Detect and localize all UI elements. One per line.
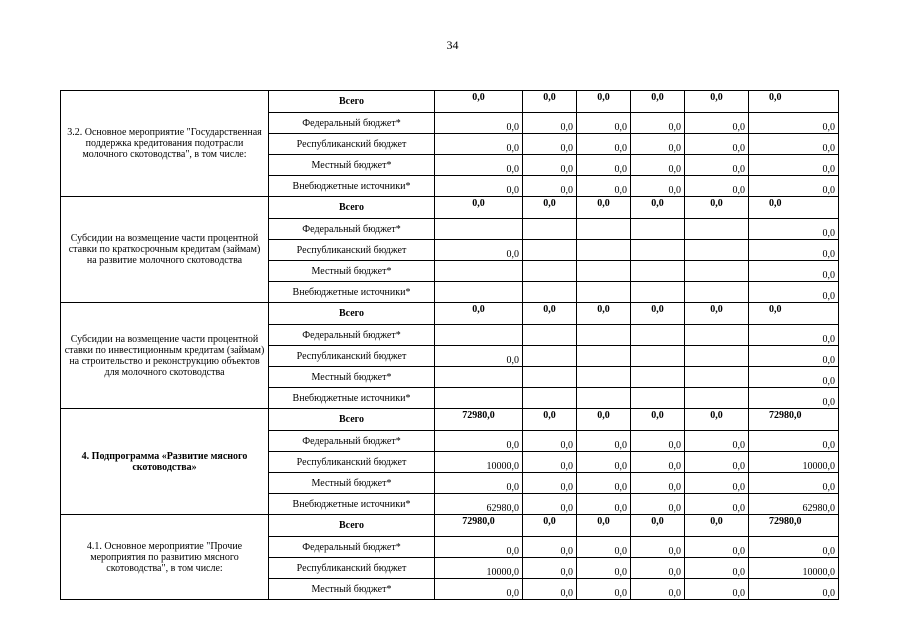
amount-cell [523, 282, 577, 303]
table-row-total [61, 91, 839, 113]
amount-cell [435, 219, 523, 240]
amount-cell: 0,0 [435, 197, 523, 219]
amount-cell [435, 388, 523, 409]
activity-title: 4. Подпрограмма «Развитие мясного скотоводства» [61, 409, 269, 515]
amount-cell [523, 388, 577, 409]
amount-cell: 72980,0 [435, 515, 523, 537]
amount-cell: 0,0 [631, 113, 685, 134]
amount-cell: 0,0 [749, 473, 839, 494]
funding-source: Внебюджетные источники* [269, 176, 435, 197]
amount-cell: 0,0 [685, 515, 749, 537]
amount-cell [631, 219, 685, 240]
amount-cell: 0,0 [749, 579, 839, 600]
amount-cell: 0,0 [577, 515, 631, 537]
amount-cell: 0,0 [749, 197, 839, 219]
amount-cell: 0,0 [435, 155, 523, 176]
funding-source: Республиканский бюджет [269, 452, 435, 473]
amount-cell [523, 219, 577, 240]
amount-cell: 0,0 [631, 431, 685, 452]
amount-cell [577, 282, 631, 303]
amount-cell [685, 325, 749, 346]
amount-cell: 0,0 [523, 134, 577, 155]
amount-cell: 0,0 [523, 176, 577, 197]
amount-cell: 0,0 [631, 176, 685, 197]
amount-cell: 0,0 [749, 282, 839, 303]
amount-cell [577, 367, 631, 388]
amount-cell: 0,0 [749, 219, 839, 240]
funding-source: Всего [269, 303, 435, 325]
activity-title: 3.2. Основное мероприятие "Государственная поддержка кредитования подотрасли молочного скотоводства", в том числе: [61, 91, 269, 197]
amount-cell [631, 261, 685, 282]
amount-cell: 0,0 [749, 431, 839, 452]
amount-cell: 0,0 [577, 409, 631, 431]
table-row-total [61, 303, 839, 325]
amount-cell [631, 282, 685, 303]
amount-cell [685, 367, 749, 388]
activity-title: Субсидии на возмещение части процентной ставки по инвестиционным кредитам (займам) на строительство и реконструкцию объектов для молочного скотоводства [61, 303, 269, 409]
amount-cell: 0,0 [685, 579, 749, 600]
amount-cell: 0,0 [577, 134, 631, 155]
amount-cell: 0,0 [631, 197, 685, 219]
amount-cell: 0,0 [631, 134, 685, 155]
funding-source: Республиканский бюджет [269, 558, 435, 579]
funding-source: Внебюджетные источники* [269, 494, 435, 515]
activity-title: Субсидии на возмещение части процентной ставки по краткосрочным кредитам (займам) на развитие молочного скотоводства [61, 197, 269, 303]
funding-source: Местный бюджет* [269, 473, 435, 494]
amount-cell [577, 388, 631, 409]
amount-cell: 0,0 [435, 303, 523, 325]
amount-cell: 0,0 [685, 197, 749, 219]
amount-cell: 0,0 [685, 176, 749, 197]
amount-cell: 0,0 [631, 494, 685, 515]
amount-cell: 0,0 [685, 473, 749, 494]
amount-cell: 0,0 [523, 515, 577, 537]
amount-cell: 0,0 [577, 579, 631, 600]
amount-cell: 0,0 [685, 494, 749, 515]
funding-source: Местный бюджет* [269, 579, 435, 600]
amount-cell: 72980,0 [749, 515, 839, 537]
amount-cell: 0,0 [523, 113, 577, 134]
funding-source: Всего [269, 197, 435, 219]
budget-table [60, 90, 839, 600]
amount-cell: 0,0 [435, 240, 523, 261]
funding-source: Федеральный бюджет* [269, 431, 435, 452]
amount-cell: 0,0 [749, 261, 839, 282]
amount-cell: 0,0 [749, 303, 839, 325]
table-row-total [61, 197, 839, 219]
amount-cell: 62980,0 [435, 494, 523, 515]
amount-cell [577, 325, 631, 346]
amount-cell: 0,0 [685, 409, 749, 431]
funding-source: Республиканский бюджет [269, 134, 435, 155]
amount-cell: 0,0 [435, 579, 523, 600]
amount-cell: 72980,0 [435, 409, 523, 431]
amount-cell: 0,0 [577, 197, 631, 219]
amount-cell: 0,0 [749, 325, 839, 346]
amount-cell: 0,0 [749, 113, 839, 134]
amount-cell: 0,0 [435, 537, 523, 558]
amount-cell [685, 219, 749, 240]
amount-cell: 0,0 [523, 473, 577, 494]
funding-source: Всего [269, 91, 435, 113]
funding-source: Внебюджетные источники* [269, 282, 435, 303]
amount-cell: 0,0 [685, 537, 749, 558]
amount-cell: 0,0 [577, 303, 631, 325]
funding-source: Местный бюджет* [269, 367, 435, 388]
funding-source: Республиканский бюджет [269, 346, 435, 367]
amount-cell [685, 388, 749, 409]
amount-cell [577, 240, 631, 261]
amount-cell [523, 346, 577, 367]
funding-source: Федеральный бюджет* [269, 325, 435, 346]
amount-cell: 0,0 [749, 176, 839, 197]
amount-cell [435, 367, 523, 388]
amount-cell: 0,0 [749, 240, 839, 261]
amount-cell: 0,0 [631, 558, 685, 579]
amount-cell: 0,0 [631, 303, 685, 325]
amount-cell: 0,0 [523, 494, 577, 515]
activity-title: 4.1. Основное мероприятие "Прочие мероприятия по развитию мясного скотоводства", в том числе: [61, 515, 269, 600]
funding-source: Федеральный бюджет* [269, 219, 435, 240]
amount-cell: 72980,0 [749, 409, 839, 431]
amount-cell: 0,0 [577, 155, 631, 176]
amount-cell [631, 325, 685, 346]
amount-cell [577, 219, 631, 240]
amount-cell: 0,0 [685, 303, 749, 325]
amount-cell: 0,0 [685, 155, 749, 176]
amount-cell: 0,0 [685, 431, 749, 452]
amount-cell: 0,0 [685, 91, 749, 113]
funding-source: Федеральный бюджет* [269, 113, 435, 134]
amount-cell: 0,0 [749, 91, 839, 113]
amount-cell: 0,0 [523, 409, 577, 431]
amount-cell [685, 240, 749, 261]
amount-cell: 0,0 [577, 452, 631, 473]
amount-cell [435, 325, 523, 346]
funding-source: Всего [269, 409, 435, 431]
amount-cell: 0,0 [685, 134, 749, 155]
amount-cell: 0,0 [631, 91, 685, 113]
amount-cell: 0,0 [749, 155, 839, 176]
amount-cell: 0,0 [685, 113, 749, 134]
amount-cell: 0,0 [523, 579, 577, 600]
amount-cell: 0,0 [435, 346, 523, 367]
amount-cell: 0,0 [435, 176, 523, 197]
amount-cell: 0,0 [577, 431, 631, 452]
amount-cell [685, 346, 749, 367]
amount-cell [435, 261, 523, 282]
amount-cell: 0,0 [435, 431, 523, 452]
amount-cell [523, 367, 577, 388]
amount-cell: 0,0 [435, 91, 523, 113]
amount-cell: 0,0 [523, 431, 577, 452]
amount-cell: 0,0 [685, 452, 749, 473]
amount-cell: 62980,0 [749, 494, 839, 515]
amount-cell: 0,0 [631, 155, 685, 176]
amount-cell: 10000,0 [435, 452, 523, 473]
amount-cell: 0,0 [749, 134, 839, 155]
table-row-total [61, 515, 839, 537]
amount-cell: 0,0 [523, 91, 577, 113]
amount-cell [577, 261, 631, 282]
amount-cell [685, 282, 749, 303]
amount-cell: 0,0 [631, 409, 685, 431]
amount-cell: 0,0 [631, 515, 685, 537]
amount-cell [685, 261, 749, 282]
amount-cell: 0,0 [631, 537, 685, 558]
amount-cell: 10000,0 [435, 558, 523, 579]
amount-cell: 0,0 [577, 494, 631, 515]
amount-cell: 0,0 [577, 558, 631, 579]
amount-cell: 0,0 [631, 452, 685, 473]
amount-cell: 0,0 [749, 346, 839, 367]
amount-cell: 0,0 [435, 113, 523, 134]
amount-cell [435, 282, 523, 303]
amount-cell [631, 388, 685, 409]
amount-cell [631, 240, 685, 261]
amount-cell: 0,0 [631, 473, 685, 494]
amount-cell: 0,0 [523, 558, 577, 579]
amount-cell: 0,0 [577, 176, 631, 197]
amount-cell: 0,0 [523, 303, 577, 325]
table-row-total [61, 409, 839, 431]
amount-cell [523, 240, 577, 261]
funding-source: Всего [269, 515, 435, 537]
amount-cell: 0,0 [435, 134, 523, 155]
funding-source: Республиканский бюджет [269, 240, 435, 261]
amount-cell: 0,0 [749, 537, 839, 558]
amount-cell [577, 346, 631, 367]
amount-cell: 10000,0 [749, 558, 839, 579]
amount-cell [631, 367, 685, 388]
amount-cell: 0,0 [523, 452, 577, 473]
amount-cell [631, 346, 685, 367]
funding-source: Местный бюджет* [269, 155, 435, 176]
amount-cell: 0,0 [685, 558, 749, 579]
funding-source: Местный бюджет* [269, 261, 435, 282]
amount-cell: 0,0 [435, 473, 523, 494]
amount-cell: 0,0 [577, 113, 631, 134]
amount-cell: 0,0 [523, 197, 577, 219]
amount-cell: 0,0 [523, 155, 577, 176]
page-number: 34 [446, 38, 459, 52]
amount-cell: 0,0 [523, 537, 577, 558]
amount-cell: 0,0 [577, 473, 631, 494]
amount-cell: 0,0 [577, 91, 631, 113]
amount-cell: 0,0 [749, 388, 839, 409]
funding-source: Внебюджетные источники* [269, 388, 435, 409]
amount-cell: 0,0 [577, 537, 631, 558]
amount-cell: 0,0 [631, 579, 685, 600]
amount-cell: 10000,0 [749, 452, 839, 473]
funding-source: Федеральный бюджет* [269, 537, 435, 558]
amount-cell [523, 261, 577, 282]
amount-cell [523, 325, 577, 346]
amount-cell: 0,0 [749, 367, 839, 388]
